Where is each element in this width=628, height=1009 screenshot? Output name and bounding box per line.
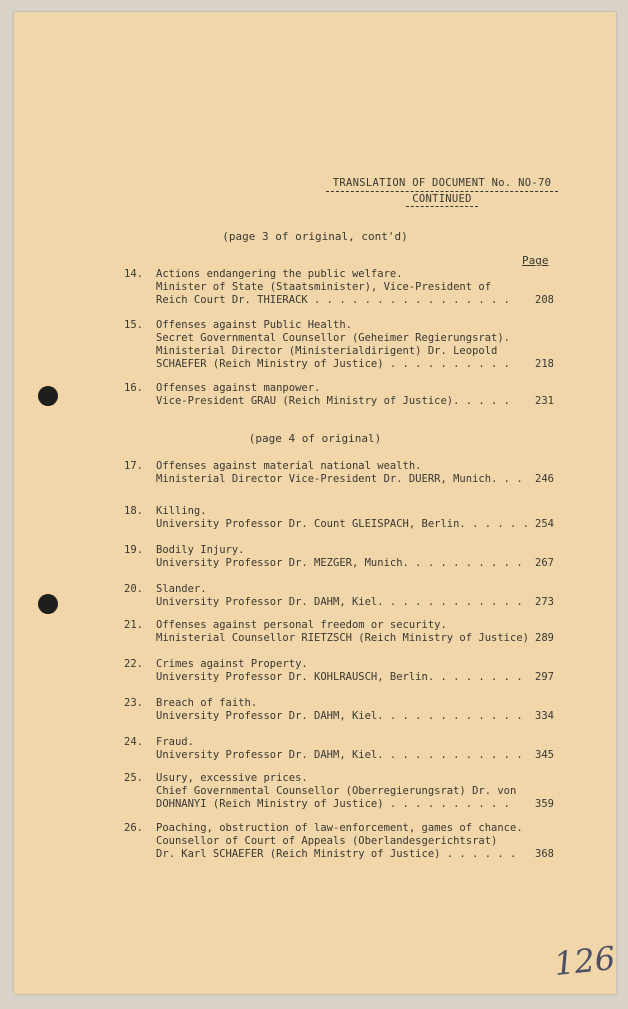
entry-number: 24.: [124, 736, 143, 748]
entry-text: [156, 268, 556, 307]
entry-text: [156, 658, 556, 684]
entry-page-number: 273: [535, 596, 554, 608]
entry-number: 17.: [124, 460, 143, 472]
section-label: (page 4 of original): [248, 432, 382, 445]
entry-line: DOHNANYI (Reich Ministry of Justice) . . . . . . . . . .: [156, 798, 511, 810]
entry-number: 19.: [124, 544, 143, 556]
entry-page-number: 208: [535, 294, 554, 306]
header-continued: CONTINUED: [406, 192, 478, 207]
header-title: TRANSLATION OF DOCUMENT No. NO-70: [326, 176, 558, 192]
entry-number: 14.: [124, 268, 143, 280]
entry-line: Chief Governmental Counsellor (Oberregierungsrat) Dr. von: [156, 785, 517, 797]
document-page: [14, 12, 616, 994]
entry-line: Dr. Karl SCHAEFER (Reich Ministry of Justice) . . . . . .: [156, 848, 517, 860]
entry-line: Bodily Injury.: [156, 544, 245, 556]
entry-line: Offenses against personal freedom or security.: [156, 619, 447, 631]
entry-text: [156, 822, 556, 861]
entry-line: Offenses against Public Health.: [156, 319, 352, 331]
entry-line: Counsellor of Court of Appeals (Oberlandesgerichtsrat): [156, 835, 498, 847]
entry-page-number: 368: [535, 848, 554, 860]
entry-line: Poaching, obstruction of law-enforcement, games of chance.: [156, 822, 523, 834]
entry-number: 25.: [124, 772, 143, 784]
entry-number: 23.: [124, 697, 143, 709]
entry-line: University Professor Dr. DAHM, Kiel. . . . . . . . . . . .: [156, 710, 523, 722]
entry-line: Offenses against manpower.: [156, 382, 321, 394]
entry-page-number: 218: [535, 358, 554, 370]
entry-line: Killing.: [156, 505, 207, 517]
entry-number: 21.: [124, 619, 143, 631]
entry-text: [156, 772, 556, 811]
entry-line: Ministerial Director (Ministerialdirigent) Dr. Leopold: [156, 345, 498, 357]
page-column-label: Page: [522, 254, 549, 267]
entry-page-number: 297: [535, 671, 554, 683]
entry-line: Minister of State (Staatsminister), Vice-President of: [156, 281, 492, 293]
punch-hole: [38, 386, 58, 406]
entry-text: [156, 736, 556, 762]
entry-page-number: 334: [535, 710, 554, 722]
entry-line: Ministerial Counsellor RIETZSCH (Reich Ministry of Justice): [156, 632, 529, 644]
entry-line: University Professor Dr. Count GLEISPACH, Berlin. . . . . .: [156, 518, 529, 530]
entry-text: [156, 697, 556, 723]
entry-number: 16.: [124, 382, 143, 394]
entry-page-number: 289: [535, 632, 554, 644]
entry-line: Vice-President GRAU (Reich Ministry of Justice). . . . .: [156, 395, 511, 407]
entry-number: 18.: [124, 505, 143, 517]
entry-page-number: 359: [535, 798, 554, 810]
entry-page-number: 231: [535, 395, 554, 407]
entry-line: Slander.: [156, 583, 207, 595]
entry-text: [156, 319, 556, 371]
entry-line: Breach of faith.: [156, 697, 258, 709]
entry-line: University Professor Dr. DAHM, Kiel. . . . . . . . . . . .: [156, 596, 523, 608]
entry-line: University Professor Dr. DAHM, Kiel. . . . . . . . . . . .: [156, 749, 523, 761]
document-header: [326, 176, 558, 207]
handwritten-page-number: 126: [552, 938, 617, 984]
entry-page-number: 246: [535, 473, 554, 485]
entry-line: Secret Governmental Counsellor (Geheimer Regierungsrat).: [156, 332, 511, 344]
entry-text: [156, 583, 556, 609]
entry-line: Crimes against Property.: [156, 658, 308, 670]
entry-line: Actions endangering the public welfare.: [156, 268, 403, 280]
punch-hole: [38, 594, 58, 614]
entry-line: University Professor Dr. MEZGER, Munich. . . . . . . . . .: [156, 557, 523, 569]
entry-line: Offenses against material national wealth.: [156, 460, 422, 472]
entry-line: Ministerial Director Vice-President Dr. DUERR, Munich. . .: [156, 473, 523, 485]
entry-number: 22.: [124, 658, 143, 670]
entry-number: 15.: [124, 319, 143, 331]
section-label: (page 3 of original, cont'd): [222, 230, 408, 243]
entry-page-number: 254: [535, 518, 554, 530]
entry-line: University Professor Dr. KOHLRAUSCH, Berlin. . . . . . . .: [156, 671, 523, 683]
entry-line: SCHAEFER (Reich Ministry of Justice) . . . . . . . . . .: [156, 358, 511, 370]
entry-text: [156, 505, 556, 531]
entry-line: Fraud.: [156, 736, 194, 748]
entry-line: Usury, excessive prices.: [156, 772, 308, 784]
entry-line: Reich Court Dr. THIERACK . . . . . . . . . . . . . . . .: [156, 294, 511, 306]
entry-page-number: 345: [535, 749, 554, 761]
entry-number: 20.: [124, 583, 143, 595]
entry-number: 26.: [124, 822, 143, 834]
entry-text: [156, 460, 556, 486]
entry-text: [156, 382, 556, 408]
entry-page-number: 267: [535, 557, 554, 569]
entry-text: [156, 619, 556, 645]
entry-text: [156, 544, 556, 570]
